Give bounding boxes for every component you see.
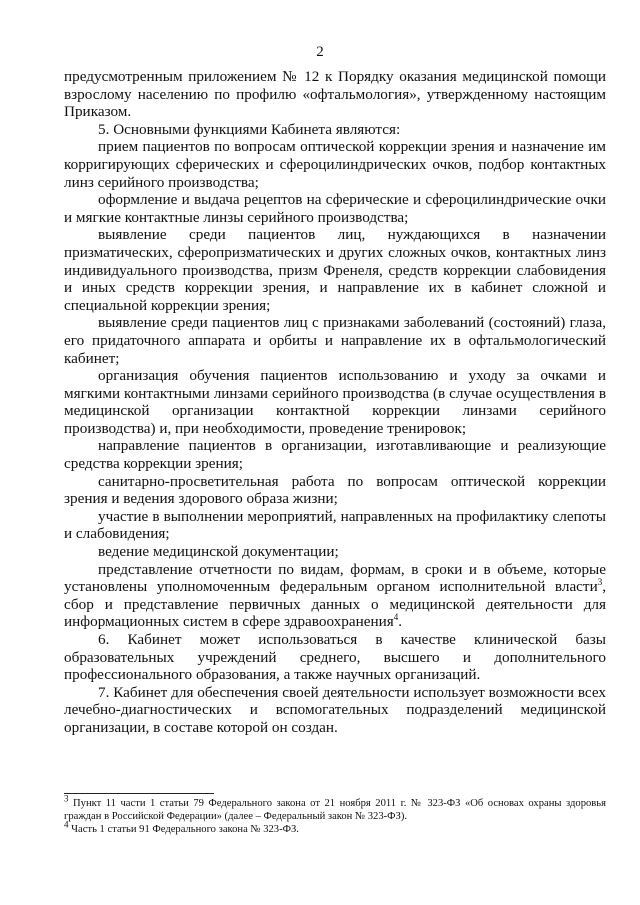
footnote-3: [64, 793, 606, 823]
footnote-text-3: Пункт 11 части 1 статьи 79 Федерального закона от 21 ноября 2011 г. № 323-ФЗ «Об основах охраны здоровья граждан в Российской Федерации» (далее – Федеральный закон № 323-ФЗ).: [64, 798, 606, 822]
item-5-heading: 5. Основными функциями Кабинета являются:: [98, 120, 401, 138]
footnote-mark-4: 4: [64, 819, 69, 830]
function-item: участие в выполнении мероприятий, направленных на профилактику слепоты и слабовидения;: [64, 507, 606, 543]
reporting-text-1: представление отчетности по видам, формам, в сроки и в объеме, которые установлены уполномоченным федеральным органом исполнительной власти: [64, 560, 606, 596]
footnote-4: [64, 819, 606, 836]
document-body: [64, 68, 606, 737]
function-item: выявление среди пациентов лиц, нуждающихся в назначении призматических, сферопризматических и других сложных очков, контактных линз индивидуального производства, призм Френеля, средств коррекции слабовидения и иных средств коррекции зрения, и направление их в кабинет сложной и специальной коррекции зрения;: [64, 226, 606, 314]
intro-paragraph: предусмотренным приложением № 12 к Порядку оказания медицинской помощи взрослому населению по профилю «офтальмология», утвержденному настоящим Приказом.: [64, 68, 606, 121]
footnote-divider: [64, 793, 214, 794]
item-7-paragraph: 7. Кабинет для обеспечения своей деятельности использует возможности всех лечебно-диагностических и вспомогательных подразделений медицинской организации, в составе которой он создан.: [64, 683, 606, 736]
reporting-text-2: , сбор и представление первичных данных о медицинской деятельности для информационных систем в сфере здравоохранения: [64, 578, 606, 631]
footnote-ref-4: 4: [393, 612, 399, 623]
function-item: ведение медицинской документации;: [98, 543, 339, 561]
function-item: выявление среди пациентов лиц с признаками заболеваний (состояний) глаза, его придаточного аппарата и орбиты и направление их в офтальмологический кабинет;: [64, 314, 606, 367]
footnote-mark-3: 3: [64, 793, 69, 804]
footnotes: [64, 793, 606, 836]
reporting-text-end: .: [398, 613, 403, 631]
function-item: прием пациентов по вопросам оптической коррекции зрения и назначение им корригирующих сферических и сфероцилиндрических очков, подбор контактных линз серийного производства;: [64, 138, 606, 191]
function-item: оформление и выдача рецептов на сферические и сфероцилиндрические очки и мягкие контактные линзы серийного производства;: [64, 191, 606, 226]
function-item: санитарно-просветительная работа по вопросам оптической коррекции зрения и ведения здорового образа жизни;: [64, 472, 606, 508]
function-item: организация обучения пациентов использованию и уходу за очками и мягкими контактными линзами серийного производства (в случае осуществления в медицинской организации контактной коррекции линзами серийного производства) и, при необходимости, проведение тренировок;: [64, 367, 606, 437]
footnote-ref-3: 3: [597, 577, 603, 588]
function-item: направление пациентов в организации, изготавливающие и реализующие средства коррекции зрения;: [64, 437, 606, 473]
footnote-text-4: Часть 1 статьи 91 Федерального закона № 323-ФЗ.: [68, 824, 299, 835]
reporting-paragraph: [64, 561, 606, 631]
page-number: 2: [316, 44, 324, 60]
item-6-paragraph: 6. Кабинет может использоваться в качестве клинической базы образовательных учреждений среднего, высшего и дополнительного профессионального образования, а также научных организаций.: [64, 631, 606, 684]
